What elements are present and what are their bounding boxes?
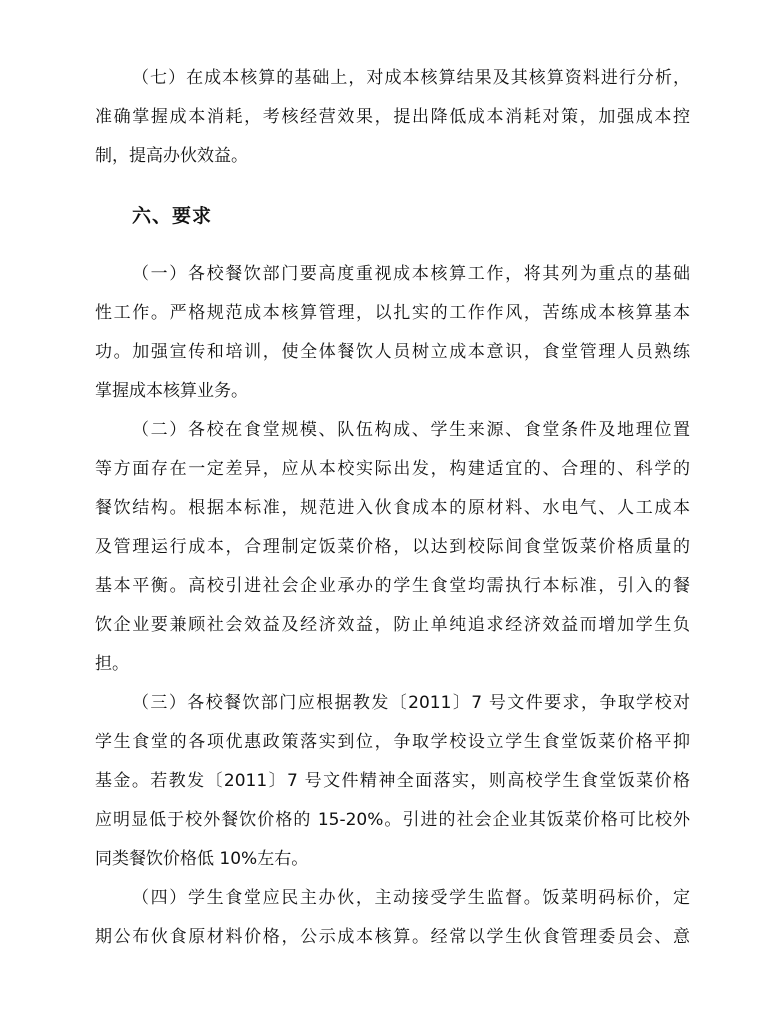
req4-line-2: 期公布伙食原材料价格，公示成本核算。经常以学生伙食管理委员会、意 — [95, 927, 690, 947]
req2-line-5: 基本平衡。高校引进社会企业承办的学生食堂均需执行本标准，引入的餐 — [95, 576, 690, 596]
req2-line-1: （二）各校在食堂规模、队伍构成、学生来源、食堂条件及地理位置 — [132, 420, 690, 440]
req2-line-4: 及管理运行成本，合理制定饭菜价格，以达到校际间食堂饭菜价格质量的 — [95, 537, 690, 557]
req3-line-4: 应明显低于校外餐饮价格的 15-20%。引进的社会企业其饭菜价格可比校外 — [95, 810, 690, 830]
req3-line-3: 基金。若教发〔2011〕7 号文件精神全面落实，则高校学生食堂饭菜价格 — [95, 771, 690, 791]
req3-line-5: 同类餐饮价格低 10%左右。 — [95, 849, 309, 869]
req1-line-1: （一）各校餐饮部门要高度重视成本核算工作，将其列为重点的基础 — [132, 264, 690, 284]
req3-line-1: （三）各校餐饮部门应根据教发〔2011〕7 号文件要求，争取学校对 — [132, 693, 690, 713]
req1-line-4: 掌握成本核算业务。 — [95, 381, 248, 401]
req2-line-2: 等方面存在一定差异，应从本校实际出发，构建适宜的、合理的、科学的 — [95, 459, 690, 479]
req2-line-6: 饮企业要兼顾社会效益及经济效益，防止单纯追求经济效益而增加学生负 — [95, 615, 690, 635]
req2-line-7: 担。 — [95, 654, 129, 674]
para7-line-1: （七）在成本核算的基础上，对成本核算结果及其核算资料进行分析， — [132, 68, 690, 88]
req1-line-3: 功。加强宣传和培训，使全体餐饮人员树立成本意识，食堂管理人员熟练 — [95, 342, 690, 362]
req4-line-1: （四）学生食堂应民主办伙，主动接受学生监督。饭菜明码标价，定 — [132, 888, 690, 908]
req3-line-2: 学生食堂的各项优惠政策落实到位，争取学校设立学生食堂饭菜价格平抑 — [95, 732, 690, 752]
req2-line-3: 餐饮结构。根据本标准，规范进入伙食成本的原材料、水电气、人工成本 — [95, 498, 690, 518]
section-heading: 六、要求 — [132, 205, 213, 227]
para7-line-2: 准确掌握成本消耗，考核经营效果，提出降低成本消耗对策，加强成本控 — [95, 107, 690, 127]
para7-line-3: 制，提高办伙效益。 — [95, 146, 248, 166]
req1-line-2: 性工作。严格规范成本核算管理，以扎实的工作作风，苦练成本核算基本 — [95, 303, 690, 323]
